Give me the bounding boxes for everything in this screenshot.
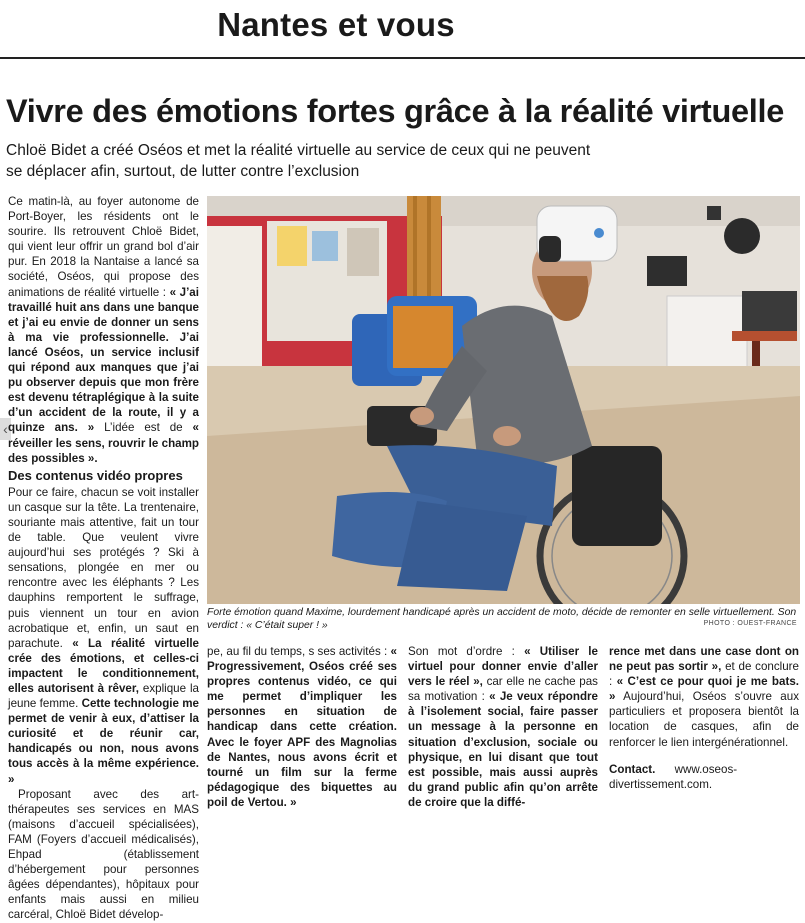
article-headline: Vivre des émotions fortes grâce à la réalité virtuelle [6,93,785,129]
body-text: car elle ne cache pas sa motivation : [408,675,598,704]
paragraph [8,485,199,787]
article-column-1 [8,194,199,923]
quote-text: « La réalité virtuelle crée des émotions, et celles-ci impactent le conditionnement, elles autorisent à rêver, [8,636,199,695]
quote-text: « réveiller les sens, rouvrir le champ des possibles ». [8,421,199,465]
quote-text: « Utiliser le virtuel pour donner envie d’aller vers le réel », [408,645,598,689]
contact-link[interactable]: www.oseos-divertissement.com. [609,762,738,791]
photo-credit: PHOTO : OUEST-FRANCE [703,620,797,627]
body-text: Ce matin-là, au foyer autonome de Port-Boyer, les résidents ont le sourire. Ils retrouvent Chloë Bidet, qui vient leur offrir un grand bol d’air pur. En 2018 la Nantaise a lancé sa société, Oséos, qui propose des animations de réalité virtuelle : [8,195,199,299]
body-text: et de conclure : [609,660,799,689]
article-column-4 [609,644,799,792]
paragraph [609,644,799,750]
body-text: Pour ce faire, chacun se voit installer un casque sur la tête. La trentenaire, souriante mais attentive, fait un tour de table. Que veulent vivre aujourd’hui ses protégés ? Ski à sensations, plongée en mer ou rencontre avec les éléphants ? Les dauphins remportent le suffrage, puis viennent un tour en avion acrobatique et, enfin, un saut en parachute. [8,485,199,650]
quote-text: « Je veux répondre à l’isolement social, faire passer un message à la personne en situation d’exclusion, sociale ou physique, en lui disant que tout est possible, mais aussi auprès du grand public afin qu’on arrête de croire que la diffé- [408,690,598,809]
deck-line-1: Chloë Bidet a créé Oséos et met la réalité virtuelle au service de ceux qui ne peuvent [6,142,591,159]
paragraph [207,644,397,810]
deck-line-2: se déplacer afin, surtout, de lutter contre l’exclusion [6,163,360,180]
quote-text: « C’est ce pour quoi je me bats. » [609,675,799,704]
contact-label: Contact. [609,762,656,776]
quote-text: « J’ai travaillé huit ans dans une banque et j’ai eu envie de donner un sens à ma vie professionnelle. J’ai lancé Oséos, un service inclusif qui répond aux manques que j’ai pu observer depuis que mon frère est devenu tétraplégique à la suite d’un accident de la route, il y a quinze ans. » [8,285,199,435]
quote-text: Cette technologie me permet de venir à eux, d’attiser la curiosité et de réunir car, handicapés ou non, nous avons tous accès à la même expérience. » [8,697,199,786]
body-text: L’idée est de [104,421,183,435]
quote-text: « Progressivement, Oséos créé ses propres contenus vidéo, ce qui me permet d’impliquer les personnes en situation de handicap dans cette création. Avec le foyer APF des Magnolias de Nantes, nous avons écrit et tourné un film sur la ferme pédagogique des biquettes au poil de Vertou. » [207,645,397,809]
article-column-3 [408,644,598,810]
body-text: Son mot d’ordre : [408,645,515,658]
paragraph: Proposant avec des art-thérapeutes ses services en MAS (maisons d’accueil spécialisées), FAM (Foyers d’accueil médicalisés), Ehpad (établissement d’hébergement pour personnes âgées dépendantes), hôpitaux pour enfants mais aussi en milieu carcéral, Chloë Bidet dévelop- [8,787,199,922]
paragraph [8,194,199,466]
paragraph [408,644,598,810]
quote-text: rence met dans une case dont on ne peut pas sortir », [609,645,799,674]
photo-caption: Forte émotion quand Maxime, lourdement handicapé après un accident de moto, décide de remonter en selle virtuellement. Son verdict : « C’était super ! » [207,607,797,631]
article-deck [6,140,646,182]
article-column-2 [207,644,397,810]
body-text: pe, au fil du temps, s ses activités : [207,645,388,658]
contact-line [609,762,799,792]
subheading: Des contenus vidéo propres [8,467,183,483]
chevron-left-icon[interactable]: ‹ [0,418,11,440]
section-rule [0,57,805,59]
article-photo [207,196,800,604]
body-text: Aujourd’hui, Oséos s’ouvre aux particuliers et proposera bientôt la location de casques, afin de renforcer le lien intergénérationnel. [609,690,799,749]
body-text: explique la jeune femme. [8,682,199,711]
section-title: Nantes et vous [217,6,455,43]
